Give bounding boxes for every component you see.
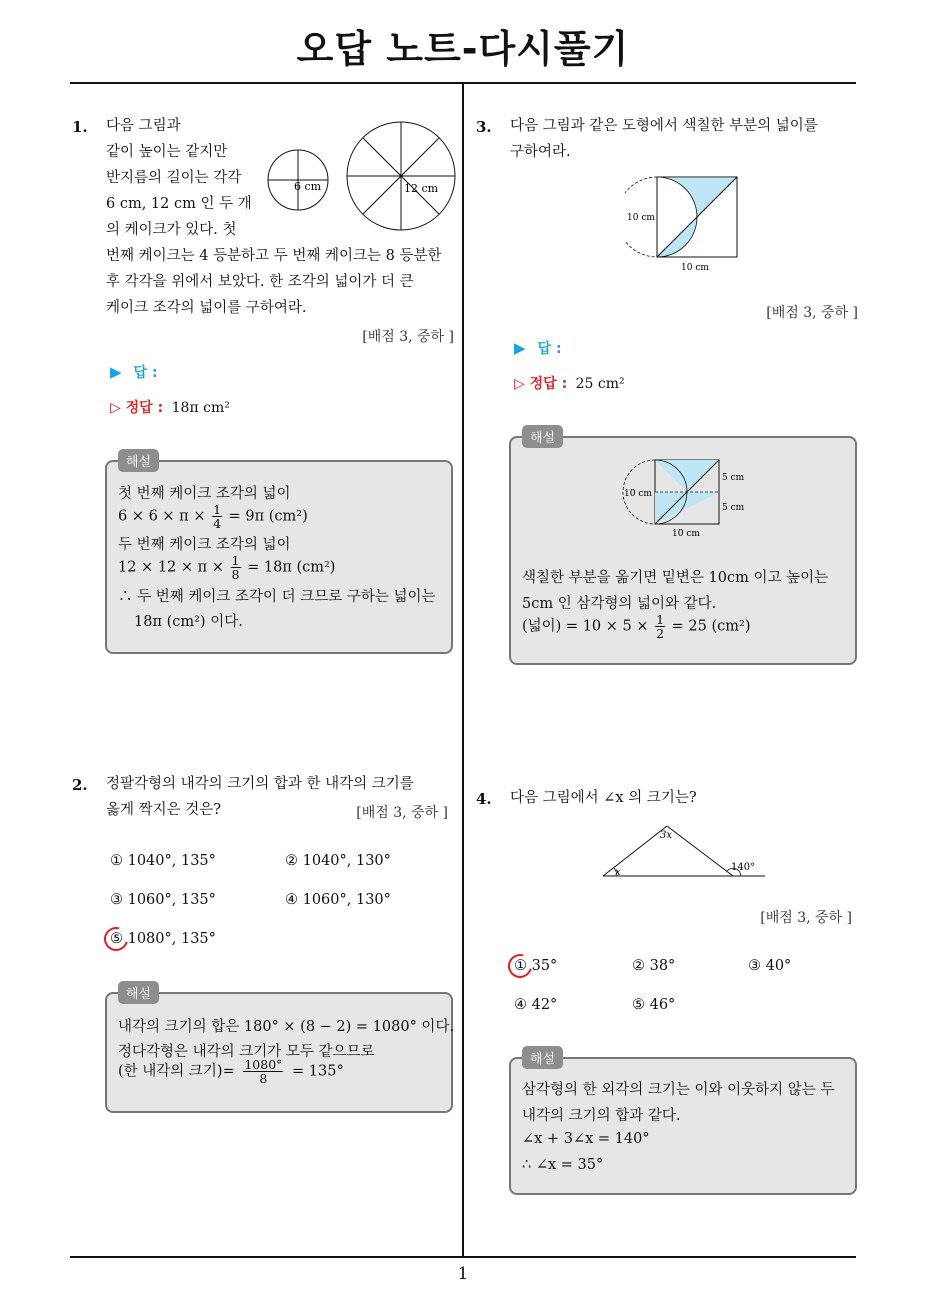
q2-choice-1[interactable]: ① 1040°, 135° (110, 853, 216, 869)
q1-sol2-pre: 6 × 6 × π × (118, 508, 206, 525)
q3-text (510, 113, 818, 165)
q2-sol3-num: 1080° (244, 1057, 283, 1072)
q1-solution-line6: 18π (cm²) 이다. (134, 614, 243, 630)
q3-correct-label (514, 376, 567, 392)
q3-solution-tag: 해설 (522, 425, 563, 448)
q3-fig-left-label: 10 cm (624, 489, 652, 499)
q3-solution-line3 (522, 613, 751, 640)
q1-sol2-post: = 9π (cm²) (228, 508, 308, 525)
q1-score: [배점 3, 중하 ] (362, 329, 454, 345)
q1-line: 같이 높이는 같지만 (106, 144, 228, 160)
q2-solution-line1: 내각의 크기의 합은 180° × (8 − 2) = 1080° 이다. (118, 1019, 455, 1035)
q1-small-radius-label: 6 cm (294, 180, 322, 193)
column-divider (462, 82, 464, 1258)
q3-fig-bottom-label: 10 cm (672, 529, 700, 539)
q3-line: 구하여라. (510, 144, 571, 160)
q4-selected-mark (504, 950, 537, 983)
q4-choice-3[interactable]: ③ 40° (748, 958, 792, 974)
q4-solution-line4: ∴ ∠x = 35° (522, 1157, 604, 1173)
q3-sol3-pre: (넓이) = 10 × 5 × (522, 618, 649, 635)
q2-sol3-post: = 135° (292, 1063, 344, 1080)
q4-choice-4[interactable]: ④ 42° (514, 997, 558, 1013)
q1-sol4-den: 8 (231, 567, 240, 582)
q3-correct-line (514, 373, 625, 393)
q4-choice-2[interactable]: ② 38° (632, 958, 676, 974)
q3-number: 3. (476, 118, 492, 136)
q3-sol3-den: 2 (656, 626, 665, 641)
q4-triangle-figure (595, 818, 770, 882)
q1-sol2-num: 1 (213, 502, 222, 517)
q2-selected-mark (100, 923, 133, 956)
q3-fig-top-right-label: 5 cm (722, 473, 745, 483)
q1-correct-label (110, 400, 163, 416)
q3-score: [배점 3, 중하 ] (766, 305, 858, 321)
q1-line: 6 cm, 12 cm 인 두 개 (106, 196, 252, 212)
q2-choice-4[interactable]: ④ 1060°, 130° (285, 892, 391, 908)
q4-solution-tag: 해설 (522, 1046, 563, 1069)
page-title: 오답 노트-다시풀기 (296, 27, 630, 71)
q1-solution-line4 (118, 554, 335, 581)
q3-fig-bottom-right-label: 5 cm (722, 503, 745, 513)
q1-line: 번째 케이크는 4 등분하고 두 번째 케이크는 8 등분한 (106, 248, 442, 264)
q1-solution-line5: ∴ 두 번째 케이크 조각이 더 크므로 구하는 넓이는 (118, 589, 436, 605)
q4-solution-line1: 삼각형의 한 외각의 크기는 이와 이웃하지 않는 두 (522, 1082, 835, 1098)
q2-sol3-pre: (한 내각의 크기)= (118, 1063, 235, 1080)
q4-score: [배점 3, 중하 ] (760, 910, 852, 926)
page-number: 1 (457, 1264, 469, 1284)
q3-line: 다음 그림과 같은 도형에서 색칠한 부분의 넓이를 (510, 118, 818, 134)
q1-solution-line3: 두 번째 케이크 조각의 넓이 (118, 537, 291, 553)
q4-choice-1[interactable]: ① 35° (514, 958, 558, 974)
triangle-outline-icon: ▷ (110, 400, 121, 416)
q1-sol4-num: 1 (231, 553, 240, 568)
q1-line: 다음 그림과 (106, 118, 181, 134)
q2-choice-5[interactable]: ⑤ 1080°, 135° (110, 931, 216, 947)
q3-sol3-post: = 25 (cm²) (671, 618, 751, 635)
q2-line: 옳게 짝지은 것은? (106, 802, 222, 818)
play-icon: ▶ (110, 363, 122, 381)
q1-line: 케이크 조각의 넓이를 구하여라. (106, 300, 307, 316)
q1-sol4-fraction (231, 554, 241, 581)
q2-choice-3[interactable]: ③ 1060°, 135° (110, 892, 216, 908)
q1-answer-line (110, 362, 158, 382)
q3-correct-answer: 25 cm² (575, 376, 625, 392)
q3-figure (625, 170, 745, 278)
play-icon: ▶ (514, 339, 526, 357)
q1-sol4-pre: 12 × 12 × π × (118, 559, 224, 576)
q1-sol2-den: 4 (213, 516, 222, 531)
q2-line: 정팔각형의 내각의 크기의 합과 한 내각의 크기를 (106, 776, 414, 792)
q1-solution-line2 (118, 503, 308, 530)
triangle-outline-icon: ▷ (514, 376, 525, 392)
q1-solution-line1: 첫 번째 케이크 조각의 넓이 (118, 486, 291, 502)
q2-sol3-den: 8 (259, 1071, 268, 1086)
q4-choice-5[interactable]: ⑤ 46° (632, 997, 676, 1013)
q1-line: 의 케이크가 있다. 첫 (106, 222, 237, 238)
q4-line: 다음 그림에서 ∠x 의 크기는? (510, 790, 697, 806)
q4-angle-left-label: x (615, 867, 621, 878)
q3-solution-figure (620, 455, 770, 545)
q3-correct-label-text: 정답 : (529, 376, 568, 392)
q1-cakes-figure (262, 118, 457, 238)
q4-number: 4. (476, 790, 492, 808)
q1-line: 반지름의 길이는 각각 (106, 170, 242, 186)
q3-solution-line2: 5cm 인 삼각형의 넓이와 같다. (522, 596, 717, 612)
q2-solution-tag: 해설 (118, 981, 159, 1004)
q1-answer-label: 답 : (133, 365, 158, 381)
q1-correct-label-text: 정답 : (125, 400, 164, 416)
q3-solution-line1: 색칠한 부분을 옮기면 밑변은 10cm 이고 높이는 (522, 570, 829, 586)
q3-answer-line (514, 338, 562, 358)
q1-sol2-fraction (212, 503, 222, 530)
q1-sol4-post: = 18π (cm²) (247, 559, 336, 576)
q2-sol3-fraction (243, 1058, 283, 1085)
q1-correct-answer: 18π cm² (171, 400, 230, 416)
q1-large-radius-label: 12 cm (404, 182, 439, 195)
q4-solution-line3: ∠x + 3∠x = 140° (522, 1131, 650, 1147)
q4-angle-top-label: 3x (660, 830, 673, 841)
q1-number: 1. (72, 118, 88, 136)
q1-correct-line (110, 397, 230, 417)
q3-sol3-fraction (655, 613, 665, 640)
q3-side-label: 10 cm (627, 213, 655, 223)
q4-solution-line2: 내각의 크기의 합과 같다. (522, 1108, 681, 1124)
q2-solution-line2: 정다각형은 내각의 크기가 모두 같으므로 (118, 1044, 375, 1060)
q3-answer-label: 답 : (537, 341, 562, 357)
q3-sol3-num: 1 (656, 612, 665, 627)
q3-bottom-label: 10 cm (681, 263, 709, 273)
q2-solution-line3 (118, 1058, 344, 1085)
q1-line: 후 각각을 위에서 보았다. 한 조각의 넓이가 더 큰 (106, 274, 414, 290)
q4-angle-ext-label: 140° (731, 862, 756, 873)
q2-score: [배점 3, 중하 ] (356, 805, 448, 821)
bottom-rule (70, 1256, 856, 1258)
q2-choice-2[interactable]: ② 1040°, 130° (285, 853, 391, 869)
q1-solution-tag: 해설 (118, 449, 159, 472)
q4-text (510, 785, 697, 811)
q2-number: 2. (72, 776, 88, 794)
